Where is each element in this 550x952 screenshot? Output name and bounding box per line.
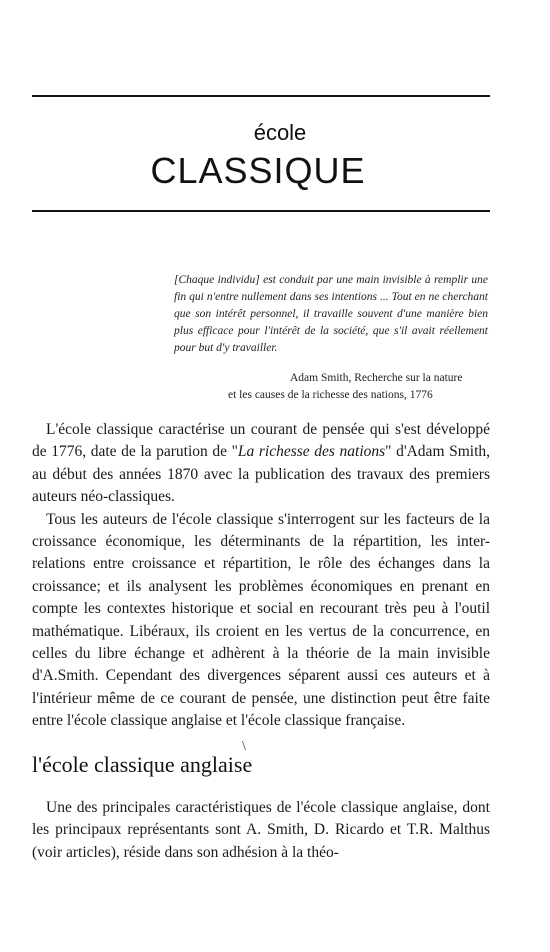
para1-part-b: " d'Adam Smith, au début des années 1870 avec la publication des travaux des premiers auteurs néo-classiques. xyxy=(32,443,491,506)
epigraph-text: [Chaque individu] est conduit par une main invisible à remplir une fin qui n'entre nullement dans ses intentions ... Tout en ne cherchant que son intérêt personnel, il travaille souvent d'une manière bien plus efficace pour l'intérêt de la société, que s'il avait réellement pour but d'y travailler. xyxy=(174,274,488,354)
page-title: CLASSIQUE xyxy=(150,150,366,191)
section-heading: l'école classique anglaise xyxy=(32,752,253,777)
epigraph-quote xyxy=(174,272,488,357)
para1-part-a: L'école classique caractérise un courant de pensée qui s'est développé de 1776, date de la parution de " xyxy=(32,421,490,461)
epigraph-attribution xyxy=(174,370,488,404)
intro-paragraph-2: Tous les auteurs de l'école classique s'interrogent sur les facteurs de la croissance économique, les déterminants de la répartition, les inter-relations entre croissance et répartition, le rôle des échanges dans la croissance; et ils analysent les problèmes économiques en prenant en compte les contextes historique et social en recourant très peu à l'outil mathématique. Libéraux, ils croient en les vertus de la concurrence, en celles du libre échange et adhèrent à la théorie de la main invisible d'A.Smith. Cependant des divergences séparent aussi ces auteurs et à l'intérieur même de ce courant de pensée, une distinction peut être faite entre l'école classique anglaise et l'école classique française. xyxy=(32,510,490,730)
attribution-line-1: Adam Smith, Recherche sur la nature xyxy=(290,372,463,384)
stray-mark: \ xyxy=(242,739,246,754)
section-body xyxy=(32,797,490,864)
kicker-text: école xyxy=(253,120,307,145)
section-paragraph-1: Une des principales caractéristiques de l'école classique anglaise, dont les principaux représentants sont A. Smith, D. Ricardo et T.R. Malthus (voir articles), réside dans son adhésion à la théo- xyxy=(32,799,490,861)
bottom-rule xyxy=(32,210,490,212)
top-rule xyxy=(32,95,490,97)
section-kicker xyxy=(0,120,516,146)
intro-body xyxy=(32,419,490,733)
book-title: La richesse des nations xyxy=(237,443,386,461)
intro-paragraph-1 xyxy=(32,419,490,509)
attribution-line-2: et les causes de la richesse des nations, 1776 xyxy=(228,389,433,401)
